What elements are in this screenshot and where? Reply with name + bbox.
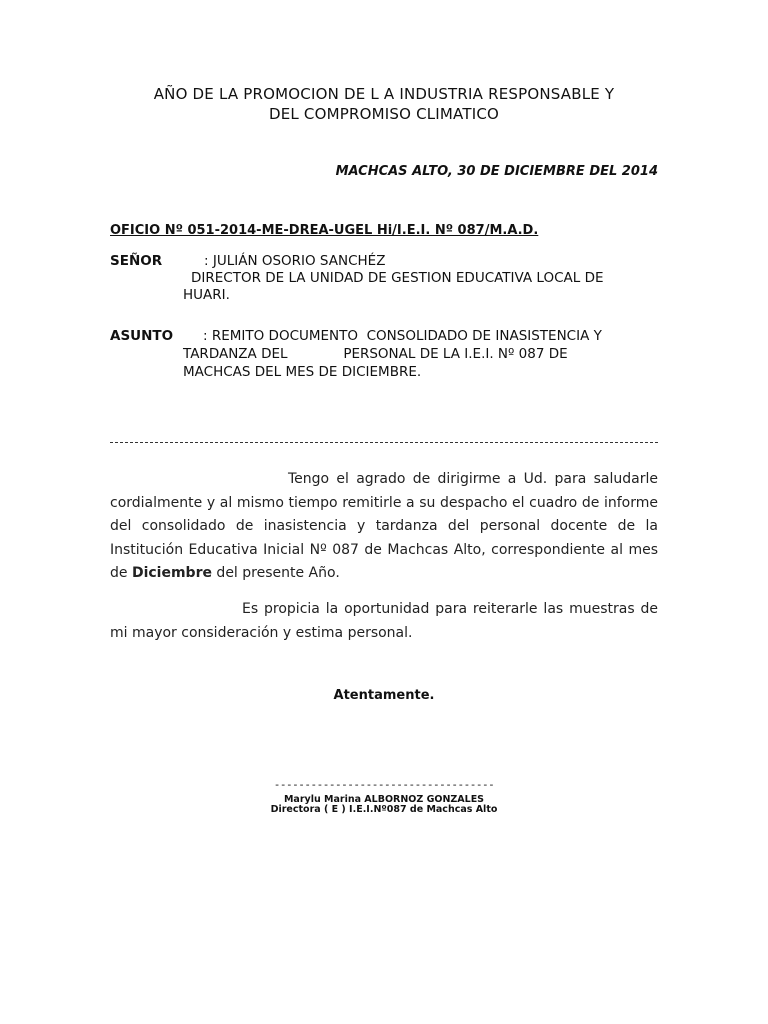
paragraph-1-ending: del presente Año.: [211, 565, 340, 581]
heading-line-1: AÑO DE LA PROMOCION DE L A INDUSTRIA RESPONSABLE Y: [153, 85, 615, 103]
paragraph-2-text: Es propicia la oportunidad para reiterarle las muestras de mi mayor consideración y estima personal.: [110, 601, 658, 641]
heading-line-2: DEL COMPROMISO CLIMATICO: [268, 105, 500, 123]
closing-text: Atentamente.: [333, 688, 435, 703]
senor-name: : JULIÁN OSORIO SANCHÉZ: [204, 253, 386, 269]
signature-line: ------------------------------------: [273, 778, 495, 791]
asunto-label: ASUNTO: [110, 328, 174, 344]
senor-position: DIRECTOR DE LA UNIDAD DE GESTION EDUCATIVA LOCAL DE: [191, 270, 604, 286]
body-paragraph-1: [110, 468, 658, 586]
senor-label: SEÑOR: [110, 253, 163, 269]
senor-location: HUARI.: [183, 287, 230, 303]
signature-title: Directora ( E ) I.E.I.Nº087 de Machcas Alto: [270, 804, 498, 815]
asunto-line-3: MACHCAS DEL MES DE DICIEMBRE.: [183, 364, 422, 380]
oficio-reference: OFICIO Nº 051-2014-ME-DREA-UGEL Hi/I.E.I. Nº 087/M.A.D.: [110, 223, 539, 238]
document-heading: [110, 84, 658, 124]
separator-line: [110, 442, 658, 443]
asunto-line-1: : REMITO DOCUMENTO CONSOLIDADO DE INASISTENCIA Y: [203, 328, 602, 344]
signature-name: Marylu Marina ALBORNOZ GONZALES: [283, 794, 485, 805]
letter-date: MACHCAS ALTO, 30 DE DICIEMBRE DEL 2014: [335, 164, 658, 179]
body-paragraph-2: [110, 598, 658, 645]
asunto-line-2: TARDANZA DEL PERSONAL DE LA I.E.I. Nº 087 DE: [183, 346, 568, 362]
paragraph-1-emphasis: Diciembre: [131, 565, 212, 581]
paragraph-1-text: Tengo el agrado de dirigirme a Ud. para saludarle cordialmente y al mismo tiempo remitirle a su despacho el cuadro de informe del consolidado de inasistencia y tardanza del personal docente de la Institución Educativa Inicial Nº 087 de Machcas Alto, correspondiente al mes de: [110, 471, 658, 581]
